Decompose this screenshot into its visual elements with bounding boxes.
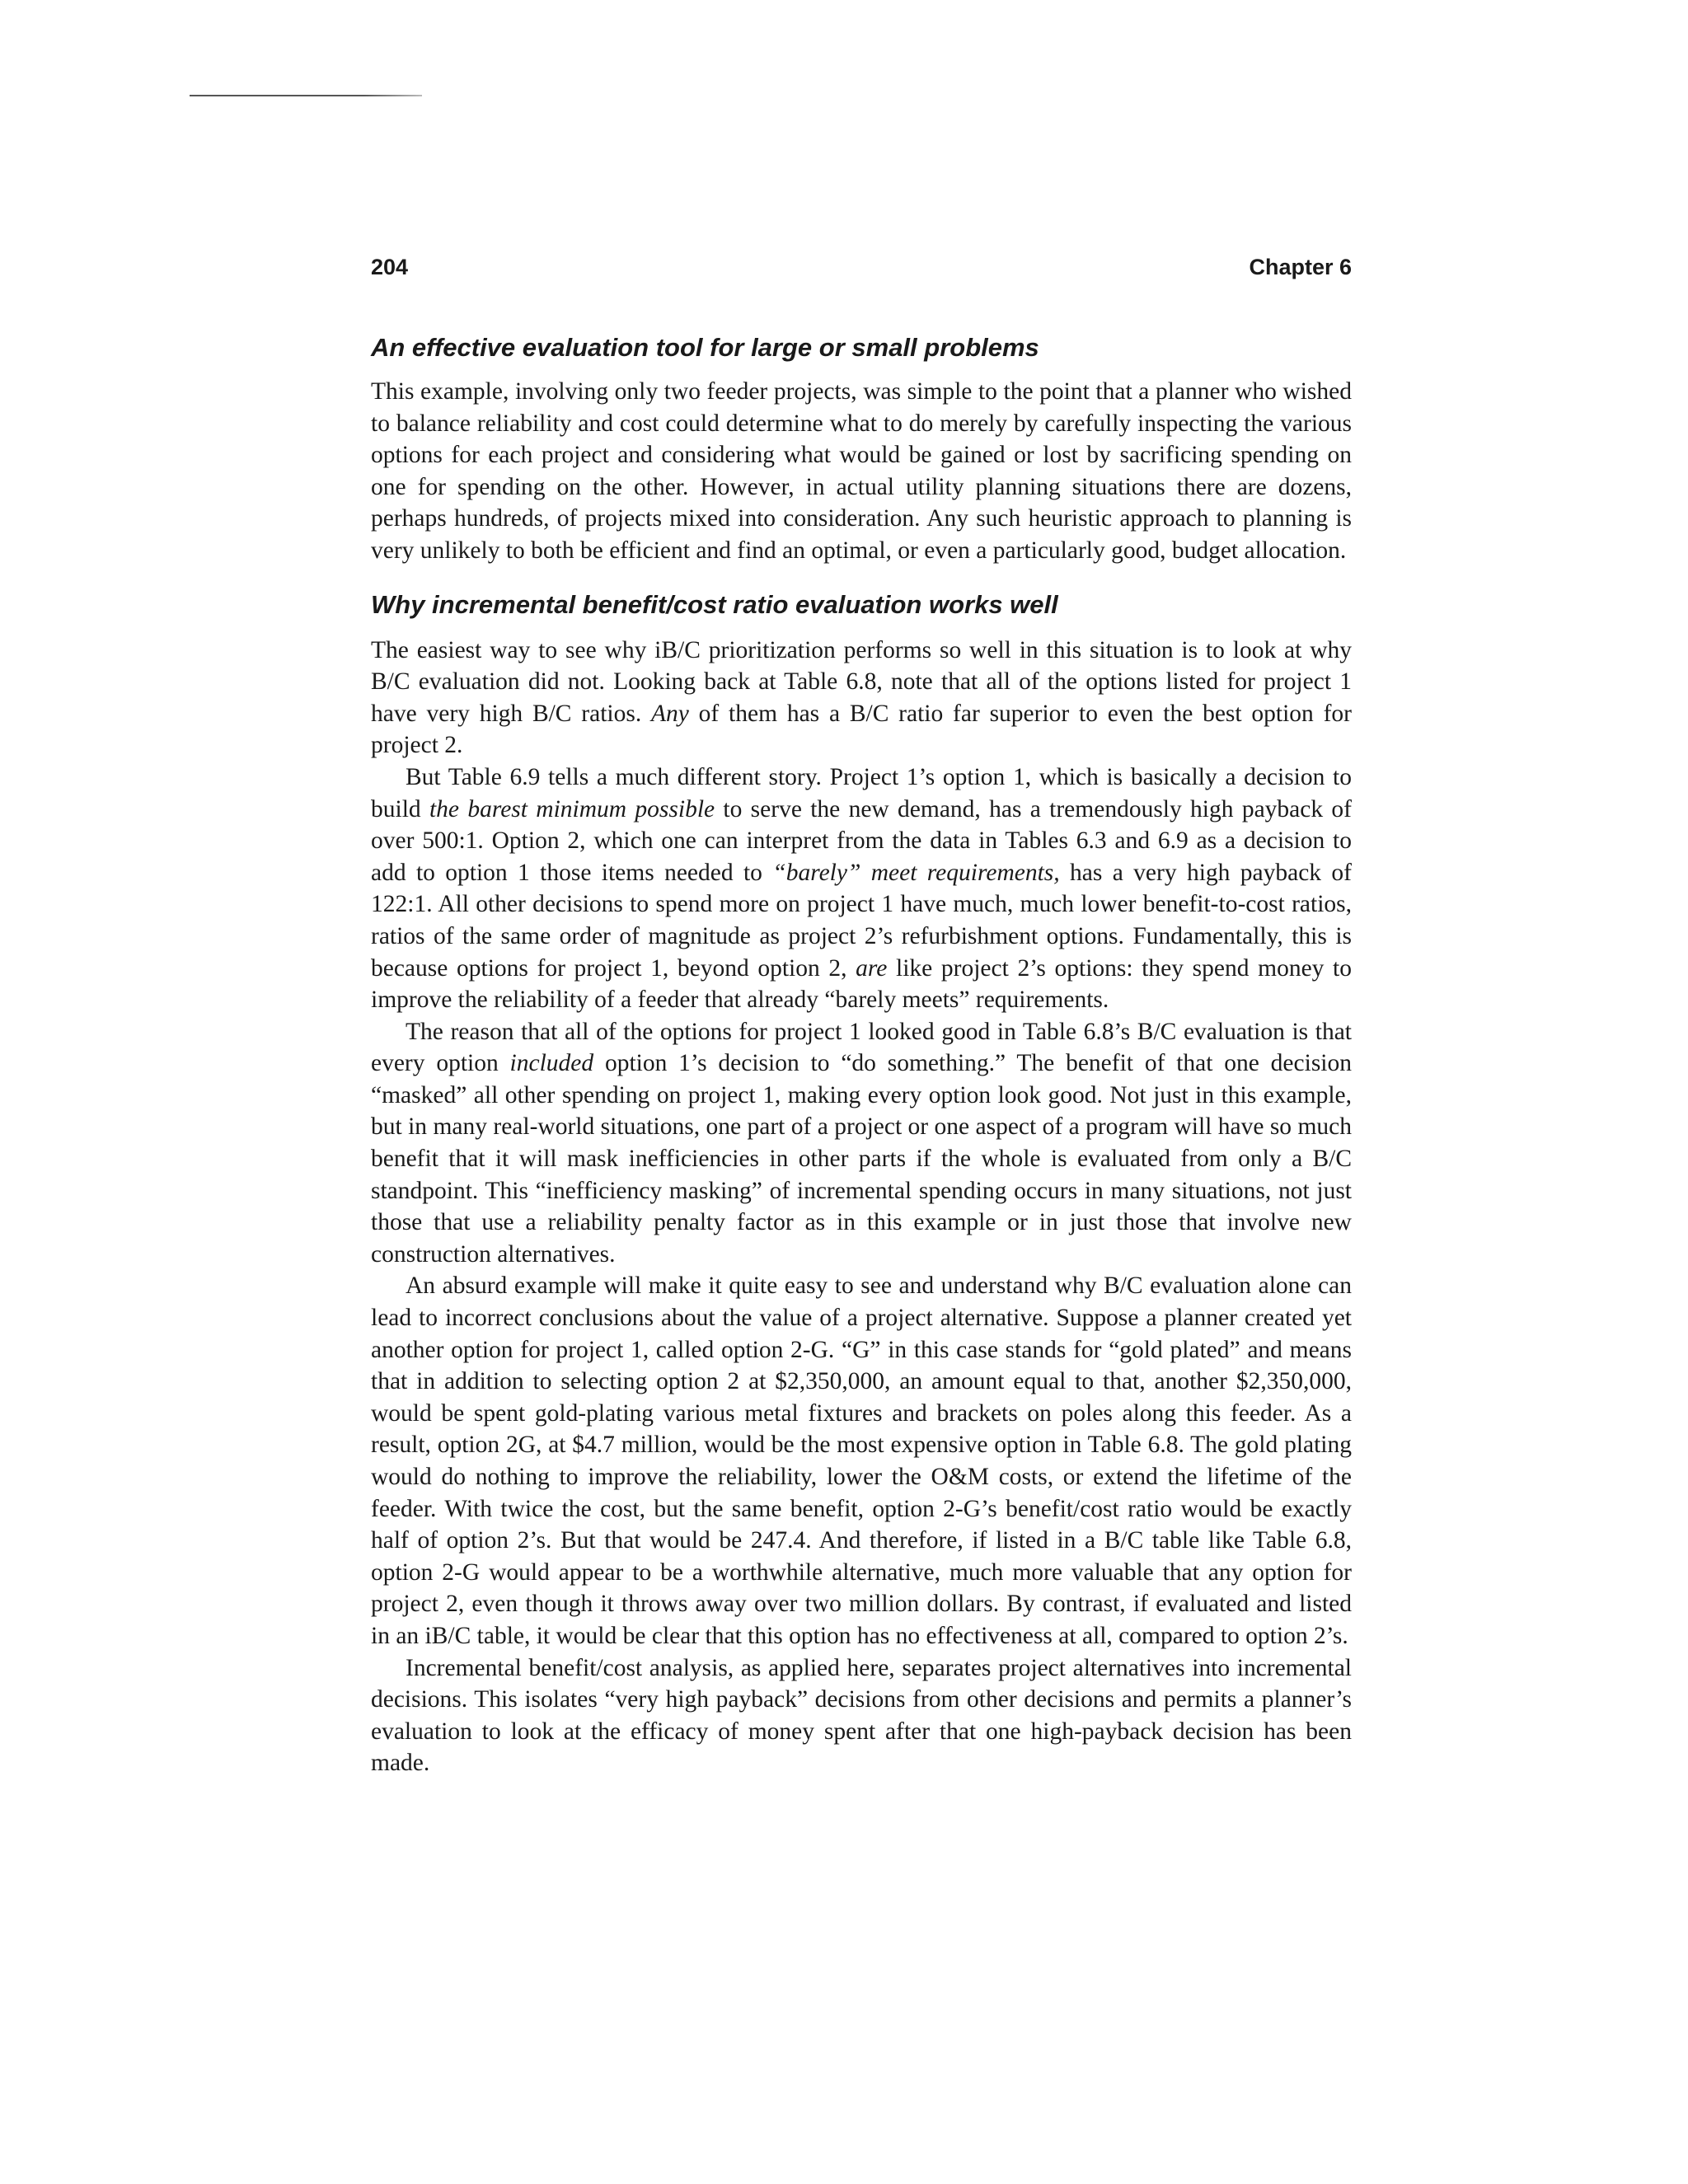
top-rule xyxy=(190,95,422,96)
text-run: option 1’s decision to “do something.” The benefit of that one decision “masked” all other spending on project 1, making every option look good. Not just in this example, but in many real-world situations, one part of a project or one aspect of a program will have so much benefit that it will mask inefficiencies in other parts if the whole is evaluated from only a B/C standpoint. This “inefficiency masking” of incremental spending occurs in many situations, not just those that use a reliability penalty factor as in this example or in just those that involve new construction alternatives. xyxy=(371,1050,1352,1268)
paragraph-masking xyxy=(371,1016,1352,1271)
text-run: But Table 6.9 tells a much different story. Project 1’s option 1, which is basically a decision to build xyxy=(371,763,1352,823)
text-run: has a very high payback of 122:1. All other decisions to spend more on project 1 have much, much lower benefit-to-cost ratios, ratios of the same order of magnitude as project 2’s refurbishment options. Fundamentally, this is because options for project 1, beyond option 2, xyxy=(371,859,1352,982)
paragraph-incremental-analysis: Incremental benefit/cost analysis, as applied here, separates project alternatives into incremental decisions. This isolates “very high payback” decisions from other decisions and permits a planner’s evaluation to look at the efficacy of money spent after that one high-payback decision has been made. xyxy=(371,1654,1352,1777)
text-run: The easiest way to see why iB/C prioritization performs so well in this situation is to look at why B/C evaluation did not. Looking back at Table 6.8, note that all of the options listed for project 1 have very high B/C ratios. xyxy=(371,636,1352,727)
emphasis-are: are xyxy=(856,954,888,982)
paragraph-heuristic-approach: This example, involving only two feeder projects, was simple to the point that a planner who wished to balance reliability and cost could determine what to do merely by carefully inspecting the various options for each project and considering what would be gained or lost by sacrificing spending on one for spending on the other. However, in actual utility planning situations there are dozens, perhaps hundreds, of projects mixed into consideration. Any such heuristic approach to planning is very unlikely to both be efficient and find an optimal, or even a particularly good, budget allocation. xyxy=(371,378,1352,564)
emphasis-barest-minimum: the barest minimum possible xyxy=(429,795,715,823)
text-run: to serve the new demand, has a tremendously high payback of over 500:1. Option 2, which one can interpret from the data in Tables 6.3 and 6.9 as a decision to add to option 1 those items needed to xyxy=(371,795,1352,886)
chapter-label: Chapter 6 xyxy=(1249,255,1352,279)
paragraph-easiest-way xyxy=(371,635,1352,762)
paragraph-gold-plated-example: An absurd example will make it quite easy to see and understand why B/C evaluation alone can lead to incorrect conclusions about the value of a project alternative. Suppose a planner created yet another option for project 1, called option 2-G. “G” in this case stands for “gold plated” and means that in addition to selecting option 2 at $2,350,000, an amount equal to that, another $2,350,000, would be spent gold-plating various metal fixtures and brackets on poles along this feeder. As a result, option 2G, at $4.7 million, would be the most expensive option in Table 6.8. The gold plating would do nothing to improve the reliability, lower the O&M costs, or extend the lifetime of the feeder. With twice the cost, but the same benefit, option 2-G’s benefit/cost ratio would be exactly half of option 2’s. But that would be 247.4. And therefore, if listed in a B/C table like Table 6.8, option 2-G would appear to be a worthwhile alternative, much more valuable that any option for project 2, even though it throws away over two million dollars. By contrast, if evaluated and listed in an iB/C table, it would be clear that this option has no effectiveness at all, compared to option 2’s. xyxy=(371,1272,1352,1649)
text-run: The reason that all of the options for project 1 looked good in Table 6.8’s B/C evaluation is that every option xyxy=(371,1018,1352,1077)
section-heading-why-ibc-works: Why incremental benefit/cost ratio evaluation works well xyxy=(371,589,1058,619)
running-head xyxy=(371,254,1352,280)
page-number: 204 xyxy=(371,255,409,279)
paragraph-table-6-9 xyxy=(371,762,1352,1016)
emphasis-barely-meet: “barely” meet requirements, xyxy=(772,859,1060,886)
section-heading-effective-tool: An effective evaluation tool for large or small problems xyxy=(371,333,1039,362)
emphasis-any: Any xyxy=(651,700,689,727)
text-run: of them has a B/C ratio far superior to even the best option for project 2. xyxy=(371,700,1352,759)
page-body xyxy=(371,331,1352,1779)
emphasis-included: included xyxy=(509,1050,594,1077)
text-run: like project 2’s options: they spend money to improve the reliability of a feeder that already “barely meets” requirements. xyxy=(371,954,1353,1014)
